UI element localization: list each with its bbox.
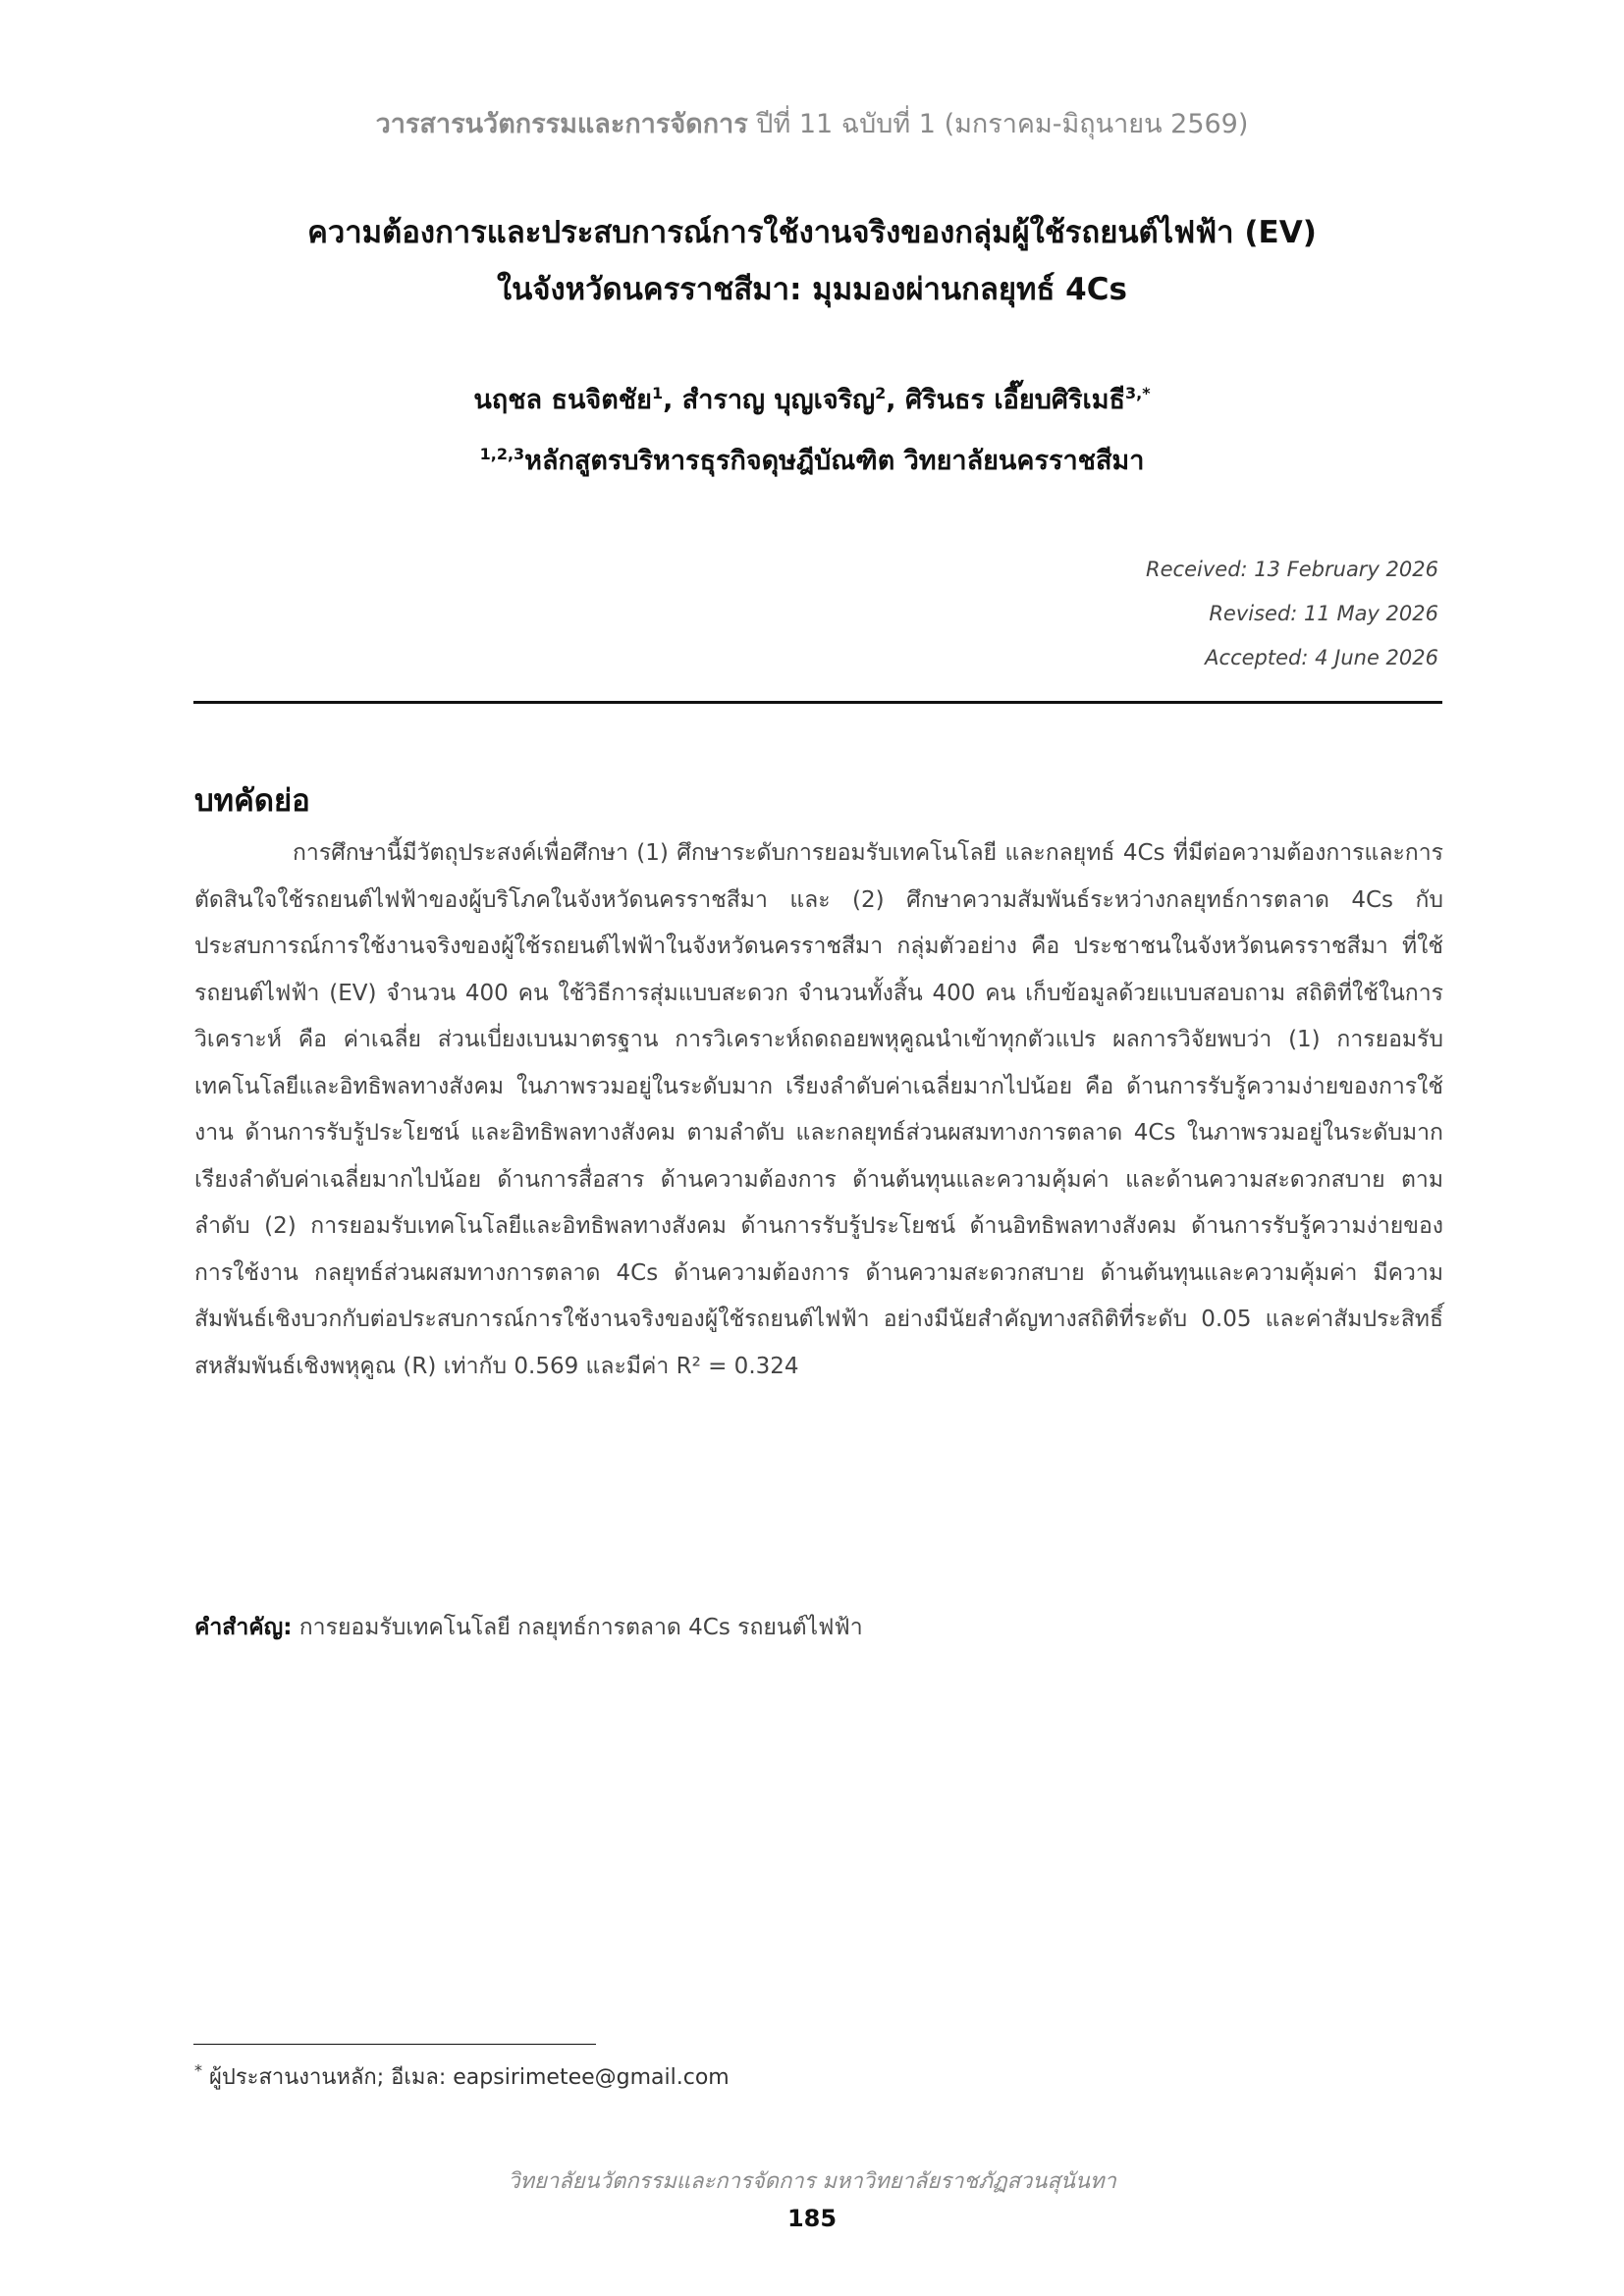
- footer-institution: วิทยาลัยนวัตกรรมและการจัดการ มหาวิทยาลัยราชภัฏสวนสุนันทา: [508, 2169, 1116, 2194]
- abstract-body: การศึกษานี้มีวัตถุประสงค์เพื่อศึกษา (1) ศึกษาระดับการยอมรับเทคโนโลยี และกลยุทธ์ 4Cs ที่มีต่อความต้องการและการตัดสินใจใช้รถยนต์ไฟฟ้าของผู้บริโภคในจังหวัดนครราชสีมา และ (2) ศึกษาความสัมพันธ์ระหว่างกลยุทธ์การตลาด 4Cs กับประสบการณ์การใช้งานจริงของผู้ใช้รถยนต์ไฟฟ้าในจังหวัดนครราชสีมา กลุ่มตัวอย่าง คือ ประชาชนในจังหวัดนครราชสีมา ที่ใช้รถยนต์ไฟฟ้า (EV) จำนวน 400 คน ใช้วิธีการสุ่มแบบสะดวก จำนวนทั้งสิ้น 400 คน เก็บข้อมูลด้วยแบบสอบถาม สถิติที่ใช้ในการวิเคราะห์ คือ ค่าเฉลี่ย ส่วนเบี่ยงเบนมาตรฐาน การวิเคราะห์ถดถอยพหุคูณนำเข้าทุกตัวแปร ผลการวิจัยพบว่า (1) การยอมรับเทคโนโลยีและอิทธิพลทางสังคม ในภาพรวมอยู่ในระดับมาก เรียงลำดับค่าเฉลี่ยมากไปน้อย คือ ด้านการรับรู้ความง่ายของการใช้งาน ด้านการรับรู้ประโยชน์ และอิทธิพลทางสังคม ตามลำดับ และกลยุทธ์ส่วนผสมทางการตลาด 4Cs ในภาพรวมอยู่ในระดับมาก เรียงลำดับค่าเฉลี่ยมากไปน้อย ด้านการสื่อสาร ด้านความต้องการ ด้านต้นทุนและความคุ้มค่า และด้านความสะดวกสบาย ตามลำดับ (2) การยอมรับเทคโนโลยีและอิทธิพลทางสังคม ด้านการรับรู้ประโยชน์ ด้านอิทธิพลทางสังคม ด้านการรับรู้ความง่ายของการใช้งาน กลยุทธ์ส่วนผสมทางการตลาด 4Cs ด้านความต้องการ ด้านความสะดวกสบาย ด้านต้นทุนและความคุ้มค่า มีความสัมพันธ์เชิงบวกกับต่อประสบการณ์การใช้งานจริงของผู้ใช้รถยนต์ไฟฟ้า อย่างมีนัยสำคัญทางสถิติที่ระดับ 0.05 และค่าสัมประสิทธิ์สหสัมพันธ์เชิงพหุคูณ (R) เท่ากับ 0.569 และมีค่า R² = 0.324: [194, 840, 1443, 1379]
- running-header: [0, 102, 1624, 144]
- author-2: , สำราญ บุญเจริญ: [663, 385, 876, 415]
- author-3: , ศิรินธร เอี๊ยบศิริเมธี: [886, 385, 1125, 415]
- author-3-affiliation-mark: 3,*: [1124, 384, 1151, 402]
- affiliation-mark: 1,2,3: [479, 445, 525, 463]
- affiliation: [147, 442, 1477, 481]
- author-list: [147, 381, 1477, 420]
- page-number: 185: [786, 2205, 838, 2232]
- journal-issue: ปีที่ 11 ฉบับที่ 1 (มกราคม-มิถุนายน 2569): [747, 109, 1249, 139]
- footnote-marker: *: [194, 2060, 202, 2080]
- submission-dates: [1146, 548, 1438, 680]
- author-2-affiliation-mark: 2: [875, 384, 887, 402]
- header-divider: [193, 701, 1442, 704]
- keywords-text: การยอมรับเทคโนโลยี กลยุทธ์การตลาด 4Cs รถยนต์ไฟฟ้า: [292, 1615, 863, 1640]
- journal-name: วารสารนวัตกรรมและการจัดการ: [375, 109, 748, 139]
- keywords-label: คำสำคัญ:: [194, 1615, 293, 1640]
- keywords: [194, 1610, 1443, 1645]
- author-1-affiliation-mark: 1: [651, 384, 664, 402]
- author-1: นฤชล ธนจิตชัย: [473, 385, 652, 415]
- footnote: [194, 2059, 730, 2094]
- accepted-date: Accepted: 4 June 2026: [1205, 646, 1438, 669]
- footnote-text: ผู้ประสานงานหลัก; อีเมล: eapsirimetee@gmail.com: [202, 2065, 730, 2090]
- paper-title-line-2: ในจังหวัดนครราชสีมา: มุมมองผ่านกลยุทธ์ 4Cs: [497, 272, 1127, 307]
- paper-title: [147, 204, 1477, 318]
- abstract-heading: บทคัดย่อ: [194, 783, 310, 819]
- affiliation-text: หลักสูตรบริหารธุรกิจดุษฎีบัณฑิต วิทยาลัยนครราชสีมา: [524, 446, 1145, 476]
- paper-title-line-1: ความต้องการและประสบการณ์การใช้งานจริงของกลุ่มผู้ใช้รถยนต์ไฟฟ้า (EV): [307, 215, 1317, 250]
- revised-date: Revised: 11 May 2026: [1209, 602, 1438, 625]
- footnote-divider: [193, 2044, 596, 2045]
- received-date: Received: 13 February 2026: [1146, 558, 1438, 581]
